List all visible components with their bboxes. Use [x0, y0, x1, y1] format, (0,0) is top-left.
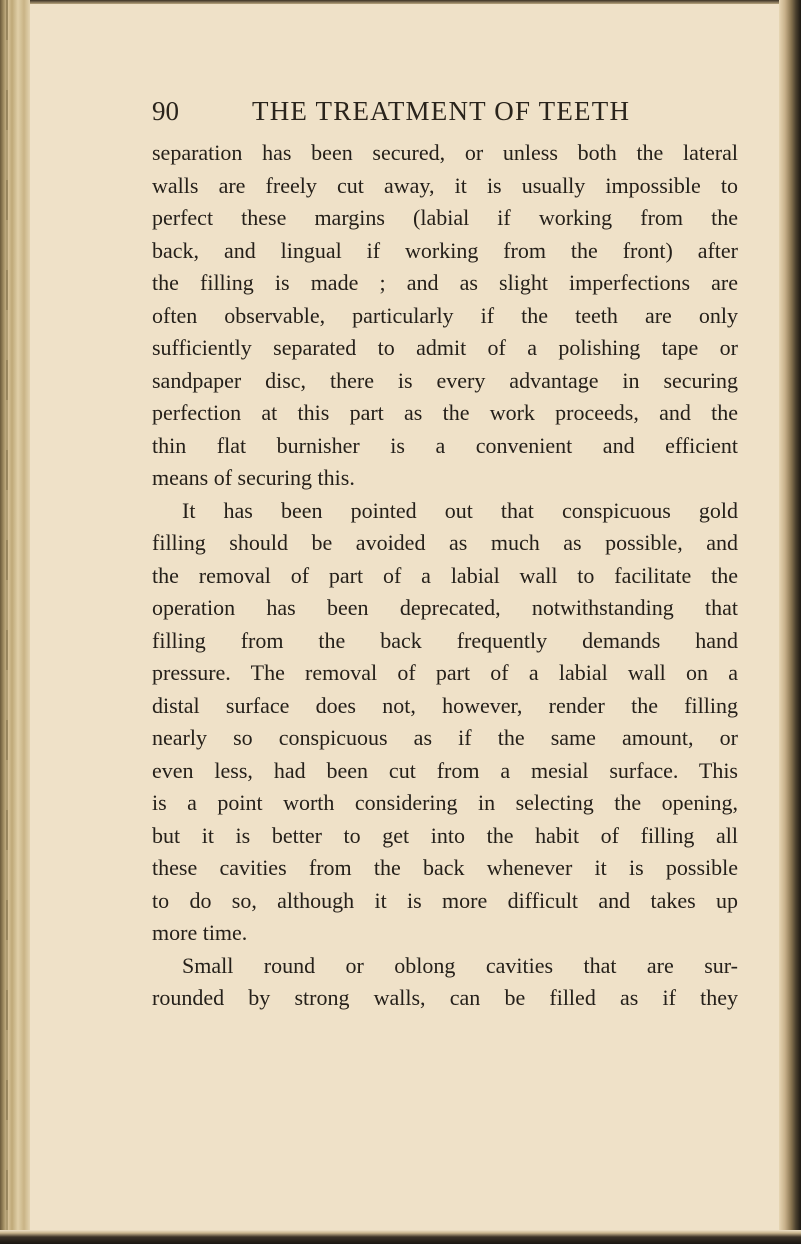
- page-top-edge: [30, 0, 790, 4]
- text-line: separation has been secured, or unless both the lateral: [152, 140, 738, 165]
- running-title: THE TREATMENT OF TEETH: [252, 96, 631, 126]
- text-line: thin flat burnisher is a convenient and efficient: [152, 432, 738, 458]
- text-line: nearly so conspicuous as if the same amount, or: [152, 725, 738, 750]
- text-line: these cavities from the back whenever it is possible: [152, 855, 738, 880]
- text-line: walls are freely cut away, it is usually impossible to: [152, 172, 738, 198]
- text-line: the removal of part of a labial wall to facilitate the: [152, 562, 738, 588]
- text-line: rounded by strong walls, can be filled as if they: [152, 985, 738, 1010]
- text-line: but it is better to get into the habit of filling all: [152, 822, 738, 848]
- text-line: often observable, particularly if the teeth are only: [152, 302, 738, 328]
- text-line: pressure. The removal of part of a labial wall on a: [152, 660, 738, 685]
- text-line: filling from the back frequently demands hand: [152, 627, 738, 653]
- text-line: distal surface does not, however, render the filling: [152, 692, 738, 718]
- text-line: Small round or oblong cavities that are sur-: [182, 952, 738, 978]
- text-line: even less, had been cut from a mesial surface. This: [152, 757, 738, 783]
- book-binding-edge: [0, 0, 30, 1244]
- text-line: means of securing this.: [152, 465, 355, 490]
- page-right-edge: [779, 0, 801, 1244]
- text-line: perfection at this part as the work proceeds, and the: [152, 400, 738, 425]
- text-line: perfect these margins (labial if working from the: [152, 205, 738, 230]
- text-line: sufficiently separated to admit of a polishing tape or: [152, 335, 738, 360]
- page-bottom-edge: [0, 1230, 801, 1244]
- body-text: [152, 137, 738, 1015]
- page-header: [152, 91, 752, 131]
- text-line: It has been pointed out that conspicuous gold: [182, 497, 738, 523]
- text-line: filling should be avoided as much as possible, and: [152, 530, 738, 555]
- text-line: to do so, although it is more difficult and takes up: [152, 887, 738, 913]
- text-line: operation has been deprecated, notwithstanding that: [152, 595, 738, 620]
- text-line: back, and lingual if working from the front) after: [152, 237, 738, 263]
- text-line: sandpaper disc, there is every advantage in securing: [152, 367, 738, 393]
- page-number: 90: [152, 96, 179, 126]
- text-line: more time.: [152, 920, 248, 945]
- text-line: the filling is made ; and as slight imperfections are: [152, 270, 738, 295]
- text-line: is a point worth considering in selecting the opening,: [152, 790, 738, 815]
